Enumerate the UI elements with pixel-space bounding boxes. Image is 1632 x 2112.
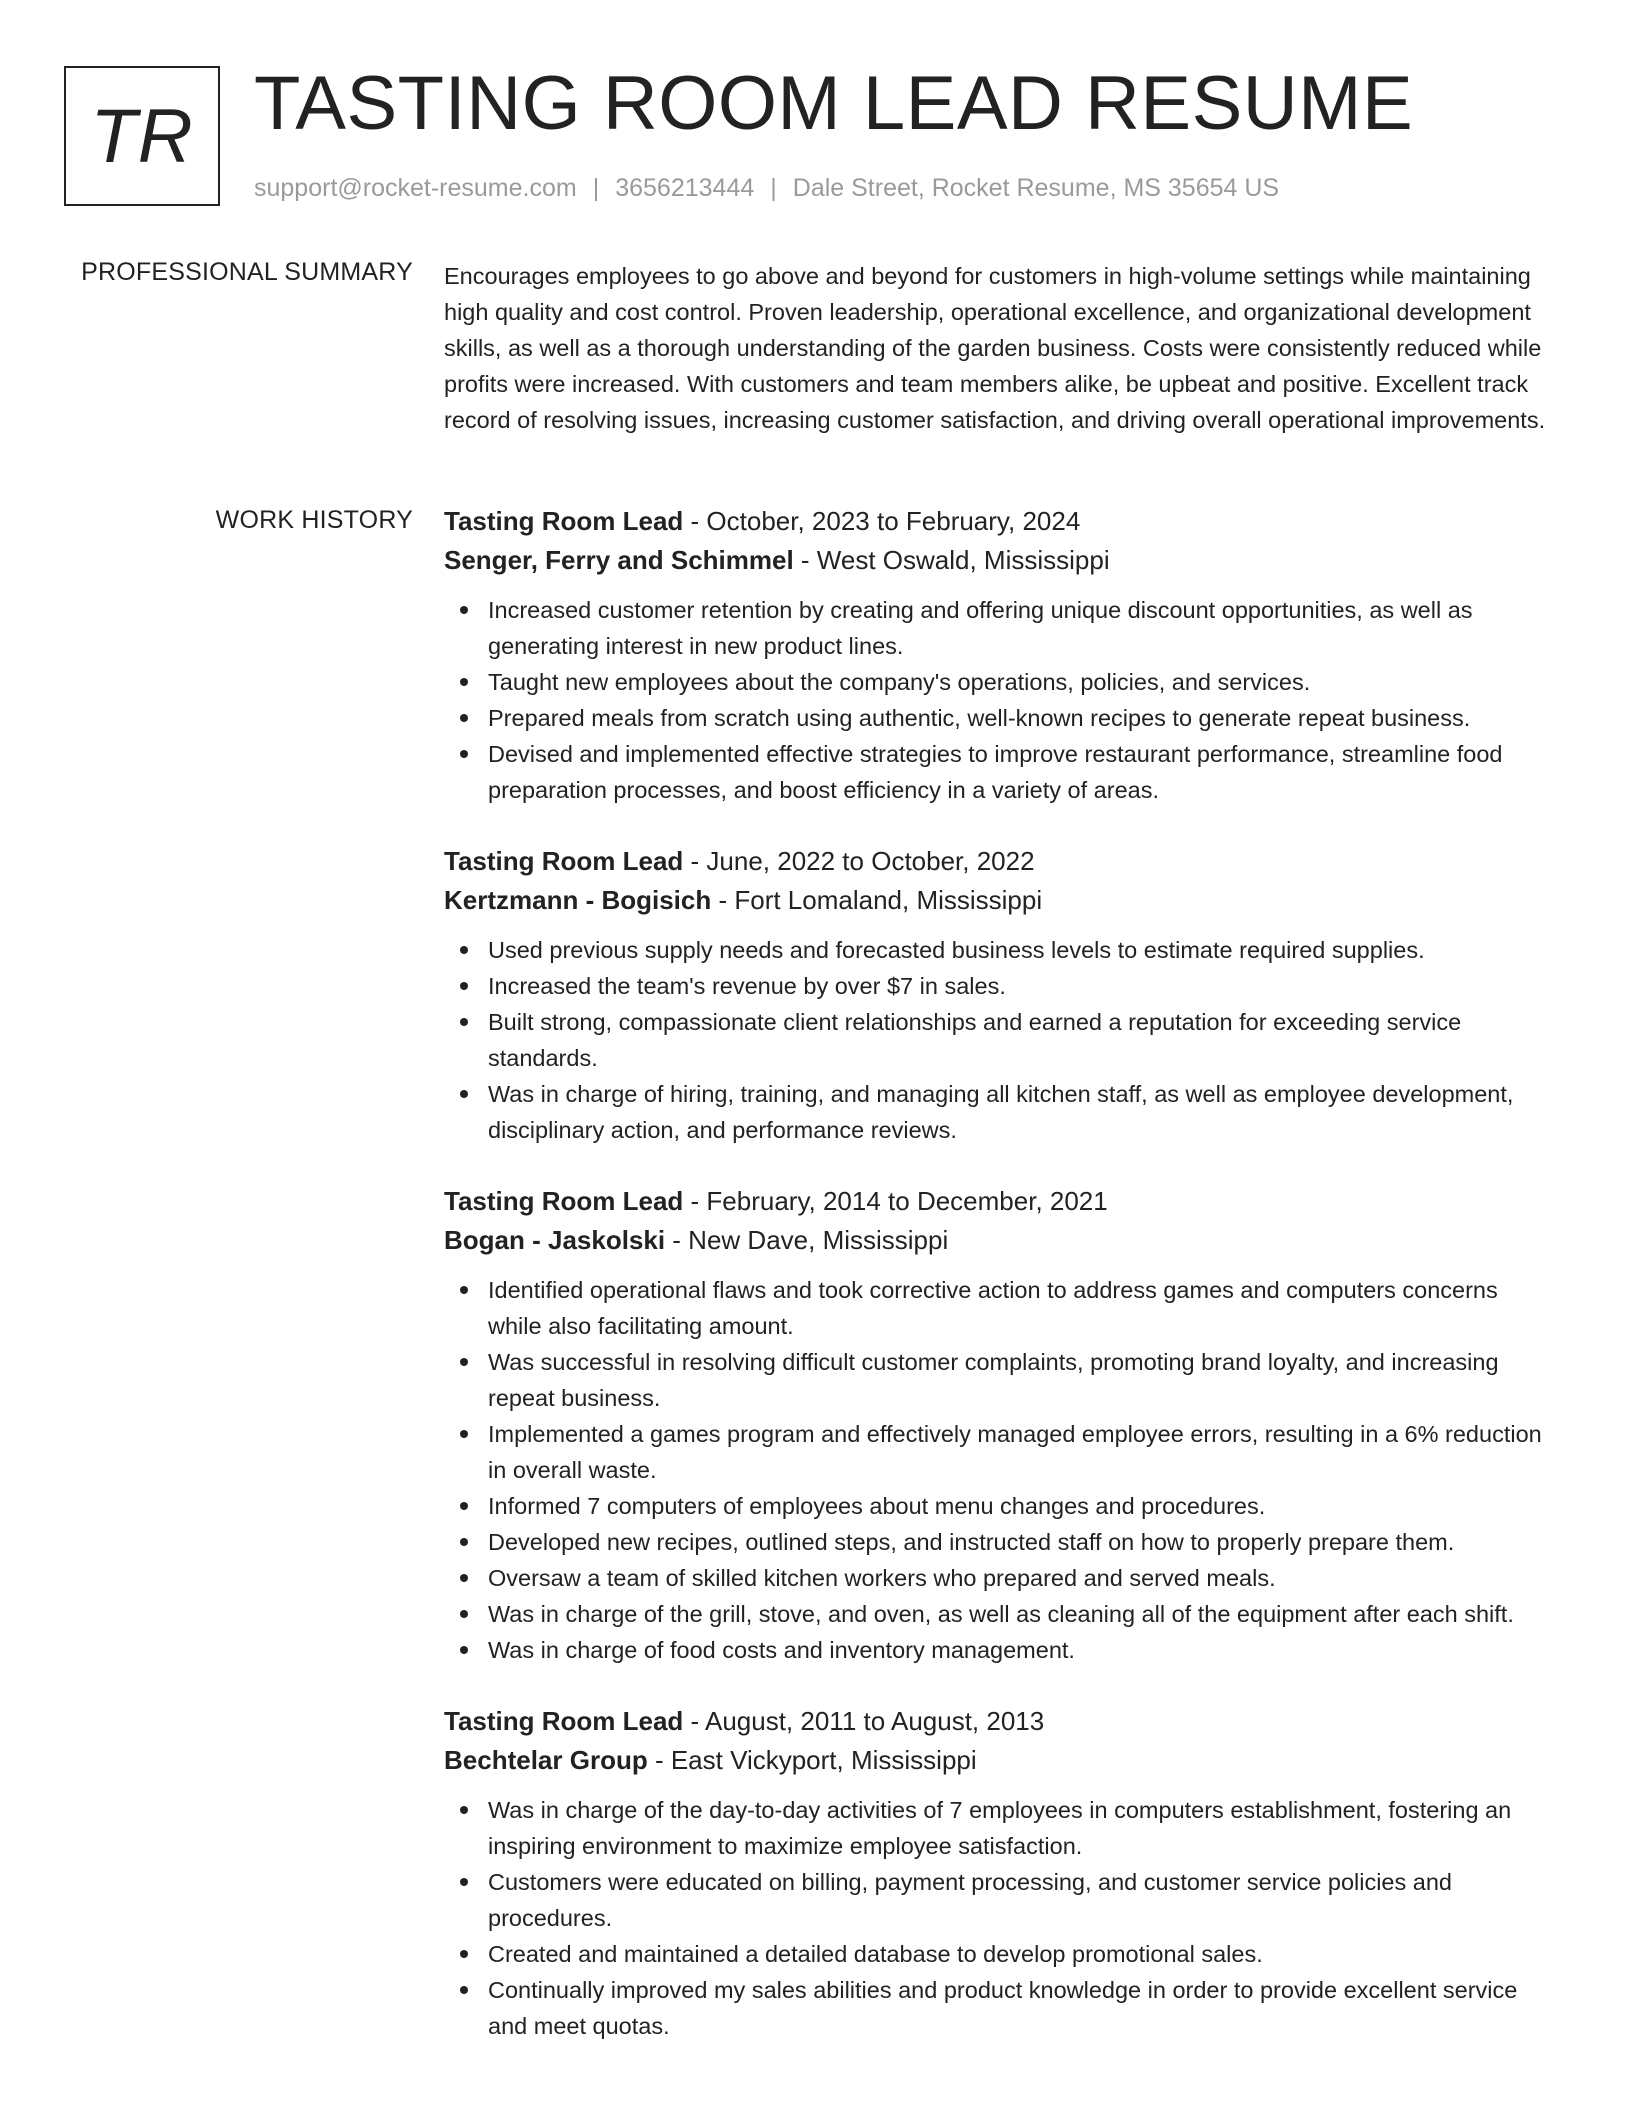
- job-bullet: Prepared meals from scratch using authentic, well-known recipes to generate repeat business.: [488, 700, 1556, 736]
- job-location: - East Vickyport, Mississippi: [647, 1745, 977, 1775]
- job-title: Tasting Room Lead: [444, 506, 684, 536]
- job-dates: - October, 2023 to February, 2024: [683, 506, 1081, 536]
- work-history-body: [444, 502, 1556, 2078]
- job-bullet: Increased customer retention by creating and offering unique discount opportunities, as well as generating interest in new product lines.: [488, 592, 1556, 664]
- summary-text: Encourages employees to go above and beyond for customers in high-volume settings while maintaining high quality and cost control. Proven leadership, operational excellence, and organizational development skills, as well as a thorough understanding of the garden business. Costs were consistently reduced while profits were increased. With customers and team members alike, be upbeat and positive. Excellent track record of resolving issues, increasing customer satisfaction, and driving overall operational improvements.: [444, 263, 1546, 433]
- job-company-line: [444, 1221, 1556, 1260]
- job-bullet: Taught new employees about the company's operations, policies, and services.: [488, 664, 1556, 700]
- job-company: Kertzmann - Bogisich: [444, 885, 712, 915]
- job-bullet: Identified operational flaws and took corrective action to address games and computers concerns while also facilitating amount.: [488, 1272, 1556, 1344]
- job-dates: - February, 2014 to December, 2021: [683, 1186, 1108, 1216]
- summary-body: [444, 258, 1556, 438]
- job-bullet: Informed 7 computers of employees about menu changes and procedures.: [488, 1488, 1556, 1524]
- job-bullet: Customers were educated on billing, payment processing, and customer service policies and procedures.: [488, 1864, 1556, 1936]
- job-bullet: Continually improved my sales abilities and product knowledge in order to provide excellent service and meet quotas.: [488, 1972, 1556, 2044]
- job-dates: - June, 2022 to October, 2022: [683, 846, 1035, 876]
- job-company: Bechtelar Group: [444, 1745, 648, 1775]
- work-history-heading: WORK HISTORY: [215, 506, 413, 534]
- job-title: Tasting Room Lead: [444, 846, 684, 876]
- job-company-line: [444, 1741, 1556, 1780]
- job-company-line: [444, 881, 1556, 920]
- contact-address: Dale Street, Rocket Resume, MS 35654 US: [792, 174, 1280, 202]
- monogram-logo: TR: [64, 66, 220, 206]
- job-location: - West Oswald, Mississippi: [793, 545, 1110, 575]
- job-bullet: Devised and implemented effective strategies to improve restaurant performance, streamline food preparation processes, and boost efficiency in a variety of areas.: [488, 736, 1556, 808]
- contact-separator: |: [770, 174, 777, 202]
- job-bullet: Was in charge of food costs and inventory management.: [488, 1632, 1556, 1668]
- job-entry: [444, 842, 1556, 1148]
- job-bullet: Implemented a games program and effectively managed employee errors, resulting in a 6% reduction in overall waste.: [488, 1416, 1556, 1488]
- job-bullet: Developed new recipes, outlined steps, and instructed staff on how to properly prepare them.: [488, 1524, 1556, 1560]
- job-bullets: [444, 932, 1556, 1148]
- job-bullet: Used previous supply needs and forecasted business levels to estimate required supplies.: [488, 932, 1556, 968]
- job-location: - New Dave, Mississippi: [665, 1225, 949, 1255]
- contact-email[interactable]: support@rocket-resume.com: [254, 174, 577, 202]
- job-bullets: [444, 592, 1556, 808]
- job-company-line: [444, 541, 1556, 580]
- job-bullet: Created and maintained a detailed database to develop promotional sales.: [488, 1936, 1556, 1972]
- contact-phone[interactable]: 3656213444: [615, 174, 755, 202]
- job-title-line: [444, 842, 1556, 881]
- job-bullet: Increased the team's revenue by over $7 in sales.: [488, 968, 1556, 1004]
- job-company: Senger, Ferry and Schimmel: [444, 545, 794, 575]
- summary-heading: PROFESSIONAL SUMMARY: [81, 258, 413, 286]
- job-bullet: Oversaw a team of skilled kitchen workers who prepared and served meals.: [488, 1560, 1556, 1596]
- job-title: Tasting Room Lead: [444, 1186, 684, 1216]
- job-bullet: Was in charge of hiring, training, and managing all kitchen staff, as well as employee development, disciplinary action, and performance reviews.: [488, 1076, 1556, 1148]
- job-bullets: [444, 1272, 1556, 1668]
- job-entry: [444, 1182, 1556, 1668]
- contact-line: [254, 174, 1279, 203]
- job-entry: [444, 1702, 1556, 2044]
- job-title-line: [444, 502, 1556, 541]
- job-bullet: Was successful in resolving difficult customer complaints, promoting brand loyalty, and increasing repeat business.: [488, 1344, 1556, 1416]
- job-company: Bogan - Jaskolski: [444, 1225, 666, 1255]
- job-dates: - August, 2011 to August, 2013: [683, 1706, 1045, 1736]
- contact-separator: |: [592, 174, 600, 202]
- job-title: Tasting Room Lead: [444, 1706, 684, 1736]
- job-bullet: Was in charge of the grill, stove, and oven, as well as cleaning all of the equipment after each shift.: [488, 1596, 1556, 1632]
- job-location: - Fort Lomaland, Mississippi: [711, 885, 1043, 915]
- job-bullets: [444, 1792, 1556, 2044]
- job-title-line: [444, 1182, 1556, 1221]
- resume-title: TASTING ROOM LEAD RESUME: [254, 61, 1414, 146]
- job-title-line: [444, 1702, 1556, 1741]
- job-bullet: Built strong, compassionate client relationships and earned a reputation for exceeding service standards.: [488, 1004, 1556, 1076]
- job-bullet: Was in charge of the day-to-day activities of 7 employees in computers establishment, fostering an inspiring environment to maximize employee satisfaction.: [488, 1792, 1556, 1864]
- job-entry: [444, 502, 1556, 808]
